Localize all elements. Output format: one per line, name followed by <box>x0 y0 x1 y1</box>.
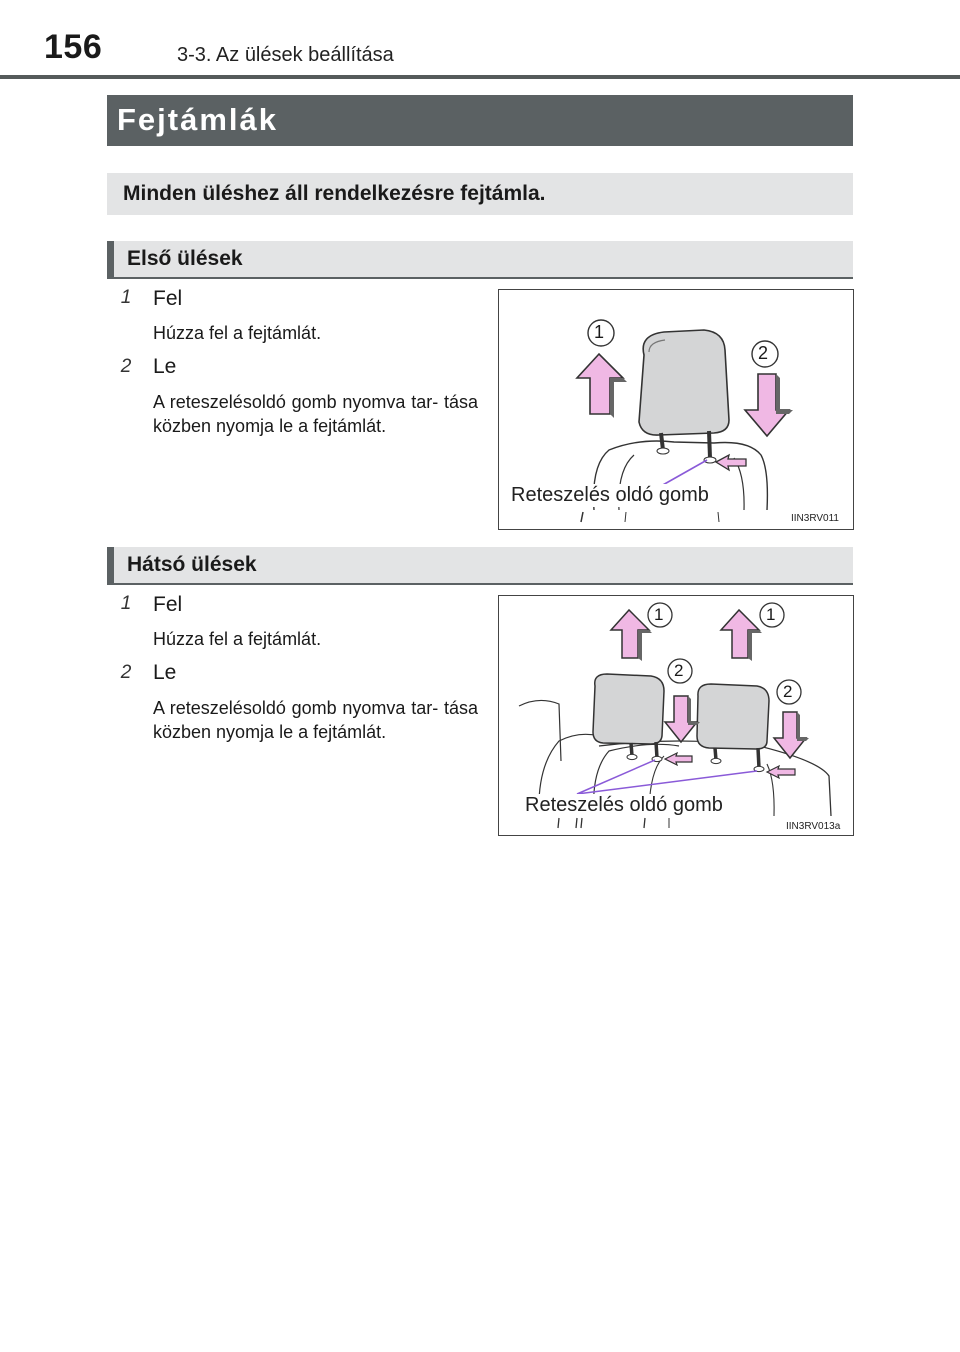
item-number: 1 <box>120 593 132 614</box>
item-number: 2 <box>120 662 132 683</box>
rear-headrest-figure <box>498 595 854 836</box>
heading-marker <box>107 547 114 583</box>
front-seats-heading-bar <box>107 241 853 279</box>
rear-seats-heading-bar <box>107 547 853 585</box>
title-bar <box>107 95 853 146</box>
up-marker-1-left: 1 <box>654 605 664 624</box>
figure-code: IIN3RV013a <box>786 821 841 832</box>
item-title: Fel <box>153 287 183 310</box>
up-marker-1-right: 1 <box>766 605 776 624</box>
item-title: Fel <box>153 593 183 616</box>
front-headrest-figure <box>498 289 854 530</box>
item-number: 1 <box>120 287 132 308</box>
up-marker-1: 1 <box>594 322 605 342</box>
item-number: 2 <box>120 356 132 377</box>
front-seats-heading: Első ülések <box>127 247 243 270</box>
down-marker-2: 2 <box>758 343 769 363</box>
page-title: Fejtámlák <box>117 102 279 137</box>
page-number: 156 <box>44 28 103 66</box>
figure-code: IIN3RV011 <box>791 513 839 524</box>
item-title: Le <box>153 355 177 378</box>
heading-marker <box>107 241 114 277</box>
item-description: A reteszelésoldó gomb nyomva tar- tása közben nyomja le a fejtámlát. <box>153 392 478 436</box>
section-reference: 3-3. Az ülések beállítása <box>177 44 394 66</box>
release-button-label: Reteszelés oldó gomb <box>511 484 709 506</box>
item-description: Húzza fel a fejtámlát. <box>153 323 322 343</box>
item-description: A reteszelésoldó gomb nyomva tar- tása közben nyomja le a fejtámlát. <box>153 698 478 742</box>
intro-text: Minden üléshez áll rendelkezésre fejtámla. <box>123 182 546 205</box>
down-marker-2-right: 2 <box>783 682 793 701</box>
header-rule <box>0 75 960 79</box>
down-marker-2-left: 2 <box>674 661 684 680</box>
release-button-label: Reteszelés oldó gomb <box>525 794 723 816</box>
intro-box <box>107 173 853 215</box>
item-title: Le <box>153 661 177 684</box>
item-description: Húzza fel a fejtámlát. <box>153 629 322 649</box>
rear-seats-heading: Hátsó ülések <box>127 553 257 576</box>
